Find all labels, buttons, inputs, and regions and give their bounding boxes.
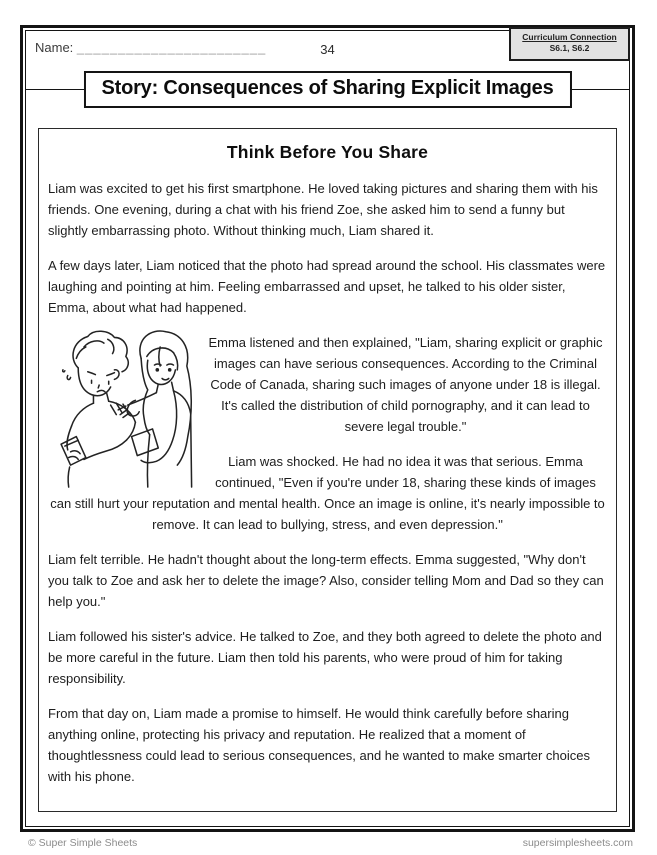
page-number: 34 bbox=[320, 42, 335, 57]
name-blank-line: _______________________ bbox=[76, 40, 267, 55]
page-frame bbox=[20, 25, 635, 832]
curriculum-codes: S6.1, S6.2 bbox=[549, 43, 590, 54]
footer-copyright: © Super Simple Sheets bbox=[28, 837, 138, 849]
illustration-svg bbox=[48, 326, 198, 488]
story-body bbox=[48, 178, 607, 787]
footer-website: supersimplesheets.com bbox=[522, 837, 633, 849]
story-paragraph: Liam was excited to get his first smartphone. He loved taking pictures and sharing them with his friends. One evening, during a chat with his friend Zoe, she asked him to send a funny but slightly embarrassing photo. Without thinking much, Liam shared it. bbox=[48, 181, 598, 238]
page-frame-inner bbox=[25, 30, 630, 827]
story-paragraph: Liam felt terrible. He hadn't thought about the long-term effects. Emma suggested, "Why don't you talk to Zoe and ask her to delete the image? Also, consider telling Mom and Dad so they can help you." bbox=[48, 552, 604, 609]
story-box bbox=[38, 128, 617, 812]
story-paragraph: A few days later, Liam noticed that the photo had spread around the school. His classmates were laughing and pointing at him. Feeling embarrassed and upset, he talked to his older sister, Emma, about what had happened. bbox=[48, 258, 606, 315]
name-label: Name: bbox=[35, 40, 74, 55]
siblings-phone-illustration bbox=[48, 326, 198, 488]
story-paragraph: Liam followed his sister's advice. He talked to Zoe, and they both agreed to delete the photo and be more careful in the future. Liam then told his parents, who were proud of him for taking responsibility. bbox=[48, 629, 602, 686]
story-paragraph: From that day on, Liam made a promise to himself. He would think carefully before sharing anything online, protecting his privacy and reputation. He realized that a moment of thoughtlessness could lead to serious consequences, and he wanted to make smarter choices with his phone. bbox=[48, 706, 590, 784]
curriculum-connection-box bbox=[509, 27, 630, 61]
worksheet-title: Story: Consequences of Sharing Explicit Images bbox=[83, 71, 571, 108]
story-paragraph: Liam was shocked. He had no idea it was that serious. Emma continued, "Even if you're under 18, sharing these kinds of images can still hurt your reputation and mental health. Once an image is online, it's nearly impossible to remove. It can lead to bullying, stress, and even depression." bbox=[50, 454, 605, 532]
curriculum-title: Curriculum Connection bbox=[522, 32, 617, 42]
story-paragraph: Emma listened and then explained, "Liam, sharing explicit or graphic images can have serious consequences. According to the Criminal Code of Canada, sharing such images of anyone under 18 is illegal. It's called the distribution of child pornography, and it can lead to severe legal trouble." bbox=[208, 335, 603, 434]
story-heading: Think Before You Share bbox=[226, 142, 429, 162]
